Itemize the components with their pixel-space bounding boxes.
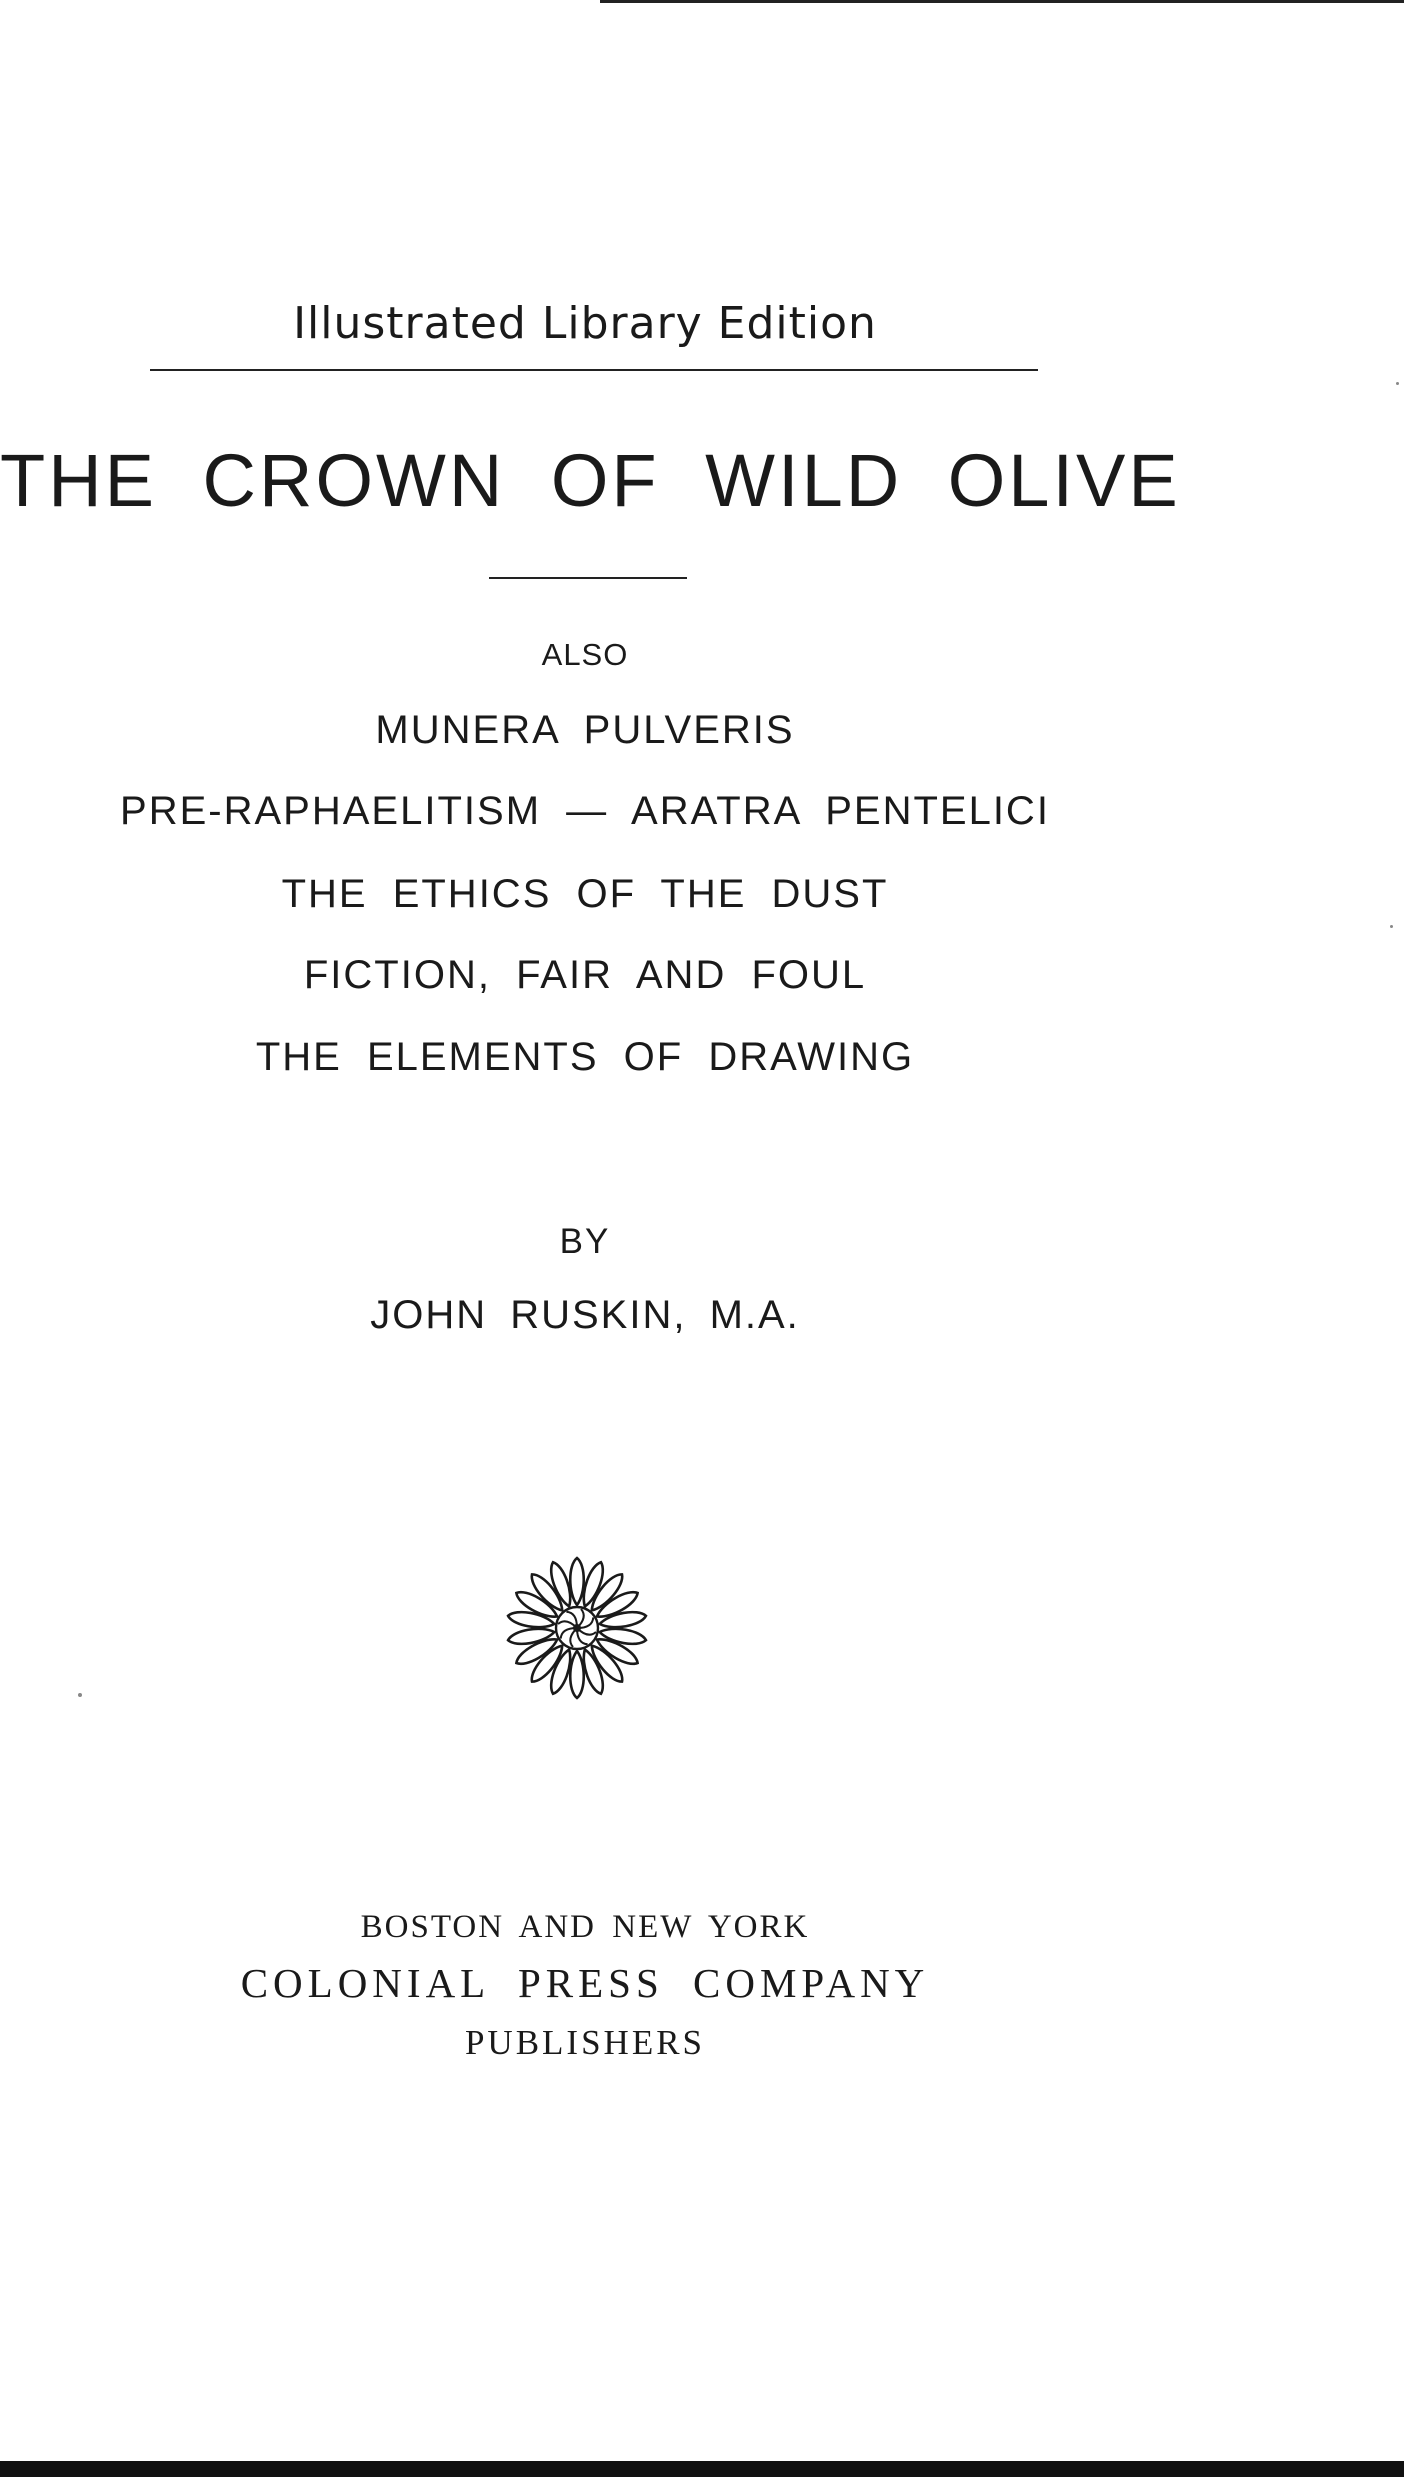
paper-speck bbox=[78, 1693, 82, 1697]
imprint-publisher: COLONIAL PRESS COMPANY bbox=[240, 1960, 930, 2006]
also-label: ALSO bbox=[541, 637, 629, 672]
contents-item: MUNERA PULVERIS bbox=[375, 708, 795, 752]
rosette-ornament-icon bbox=[502, 1553, 652, 1703]
imprint-city: BOSTON AND NEW YORK bbox=[360, 1909, 810, 1945]
edition-rule bbox=[150, 369, 1038, 371]
paper-speck bbox=[1390, 925, 1393, 928]
by-label: BY bbox=[559, 1222, 611, 1261]
contents-item: THE ELEMENTS OF DRAWING bbox=[255, 1035, 915, 1079]
paper-speck bbox=[1396, 382, 1399, 385]
bottom-edge-line bbox=[0, 2461, 1404, 2477]
contents-item: THE ETHICS OF THE DUST bbox=[281, 872, 889, 916]
edition-label: Illustrated Library Edition bbox=[293, 298, 877, 349]
contents-item: PRE-RAPHAELITISM — ARATRA PENTELICI bbox=[120, 789, 1050, 833]
contents-item: FICTION, FAIR AND FOUL bbox=[303, 953, 867, 997]
imprint-role: PUBLISHERS bbox=[464, 2023, 706, 2062]
book-title: THE CROWN OF WILD OLIVE bbox=[0, 439, 1181, 522]
top-edge-line bbox=[600, 0, 1404, 3]
author-name: JOHN RUSKIN, M.A. bbox=[370, 1293, 800, 1337]
title-divider bbox=[489, 577, 687, 579]
